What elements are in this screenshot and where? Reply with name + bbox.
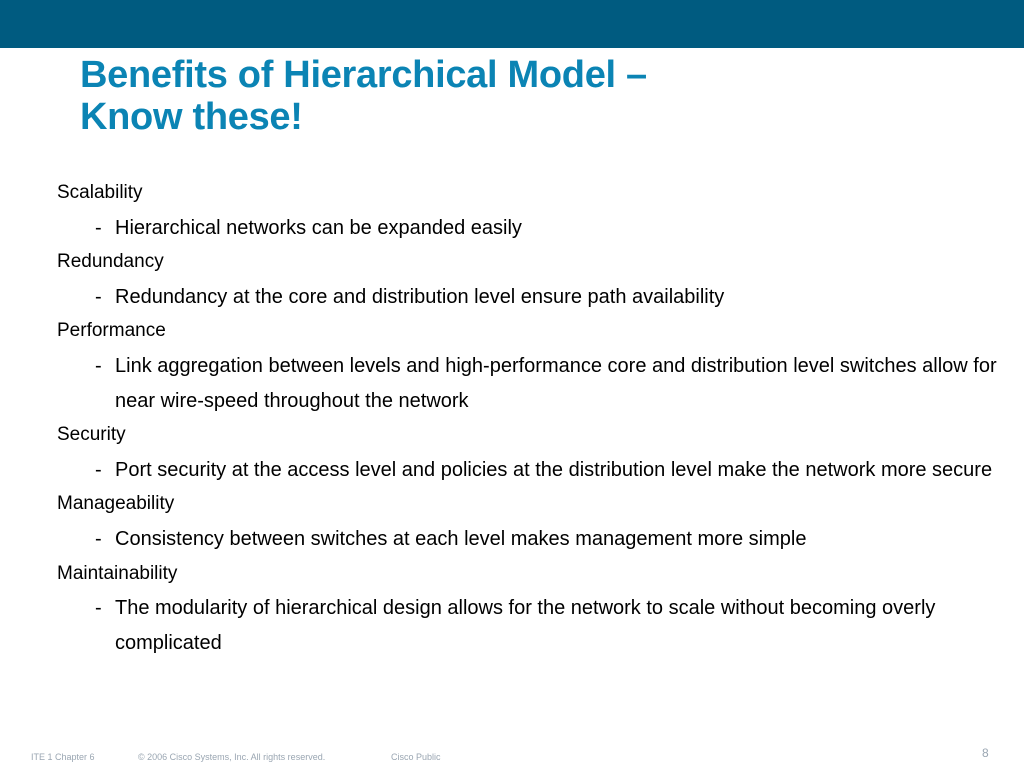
bullet-dash: - (95, 597, 102, 620)
bullet-dash: - (95, 216, 102, 239)
bullet-dash: - (95, 527, 102, 550)
section-heading-manageability: Manageability (57, 493, 175, 515)
slide-body (57, 176, 1017, 660)
section-point-text: Port security at the access level and policies at the distribution level make the network more secure (115, 458, 993, 481)
bullet-dash: - (95, 285, 102, 308)
section-heading-performance: Performance (57, 320, 166, 342)
slide-title-line-1: Benefits of Hierarchical Model – (80, 54, 647, 96)
section-point-text: Consistency between switches at each level makes management more simple (115, 527, 807, 550)
footer-copyright: © 2006 Cisco Systems, Inc. All rights reserved. (138, 752, 326, 762)
section-point-redundancy (57, 280, 1005, 315)
section-point-security (57, 453, 1005, 488)
bullet-dash: - (95, 458, 102, 481)
section-point-text: Redundancy at the core and distribution level ensure path availability (115, 285, 725, 308)
footer-classification: Cisco Public (391, 752, 441, 762)
section-point-text: The modularity of hierarchical design allows for the network to scale without becoming overly complicated (115, 597, 936, 654)
section-point-maintainability (57, 591, 1005, 660)
bullet-dash: - (95, 354, 102, 377)
section-point-text: Link aggregation between levels and high-performance core and distribution level switches allow for near wire-speed throughout the network (115, 354, 997, 412)
section-point-scalability (57, 211, 1005, 246)
slide-title (80, 54, 647, 138)
footer-chapter: ITE 1 Chapter 6 (31, 752, 95, 762)
section-point-manageability (57, 522, 1005, 557)
section-point-text: Hierarchical networks can be expanded easily (115, 216, 522, 239)
section-heading-maintainability: Maintainability (57, 562, 178, 584)
header-bar (0, 0, 1024, 48)
section-heading-redundancy: Redundancy (57, 251, 164, 273)
section-heading-security: Security (57, 424, 126, 446)
section-heading-scalability: Scalability (57, 182, 143, 203)
section-point-performance (57, 349, 1005, 418)
page-number: 8 (982, 746, 989, 760)
slide-title-line-2: Know these! (80, 96, 303, 138)
